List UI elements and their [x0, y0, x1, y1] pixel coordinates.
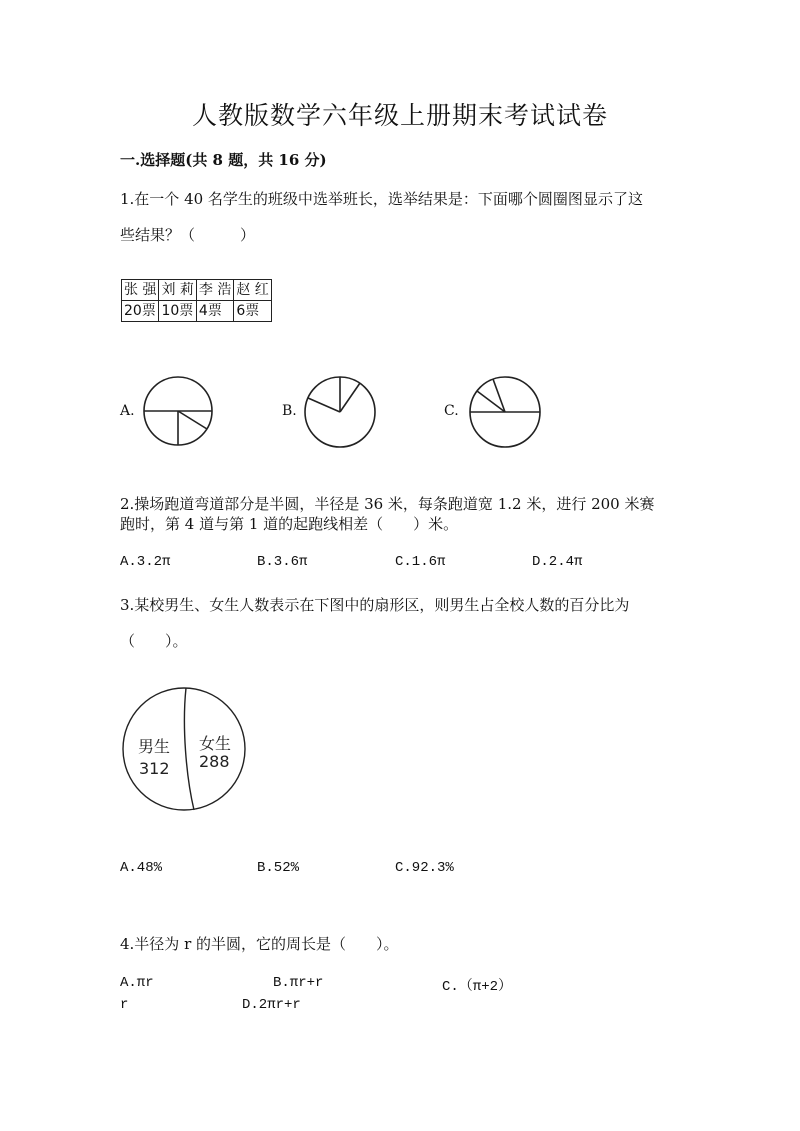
q4-option-b[interactable]: B.πr+r [273, 975, 324, 991]
q3-text-line1: 3.某校男生、女生人数表示在下图中的扇形区，则男生占全校人数的百分比为 [120, 596, 630, 614]
q1-option-c-pie[interactable] [467, 376, 543, 448]
vote-table-vote-cell: 4票 [196, 301, 233, 322]
q4-option-d[interactable]: D.2πr+r [242, 997, 301, 1013]
q2-option-b[interactable]: B.3.6π [257, 554, 308, 570]
q1-option-a-pie[interactable] [143, 376, 213, 446]
q1-option-b-pie[interactable] [304, 376, 376, 448]
q3-text-line2: （ ）。 [120, 632, 188, 650]
vote-table-header-row [122, 280, 272, 301]
q4-option-c[interactable]: C.（π+2） [442, 979, 513, 995]
q2-option-d[interactable]: D.2.4π [532, 554, 583, 570]
vote-table-name-cell: 李 浩 [196, 280, 233, 301]
q2-option-a[interactable]: A.3.2π [120, 554, 171, 570]
q4-text: 4.半径为 r 的半圆，它的周长是（ ）。 [120, 935, 399, 953]
vote-table-name-cell: 张 强 [122, 280, 159, 301]
q4-option-c-continued: r [120, 997, 129, 1013]
q3-option-a[interactable]: A.48% [120, 860, 163, 876]
vote-table-vote-cell: 10票 [159, 301, 196, 322]
section-heading: 一.选择题(共 8 题，共 16 分) [120, 151, 327, 169]
vote-table [121, 279, 272, 322]
boys-label: 男生 [138, 737, 171, 756]
vote-table-vote-cell: 20票 [122, 301, 159, 322]
vote-table-name-cell: 刘 莉 [159, 280, 196, 301]
q1-text-line2: 些结果？（ ） [120, 226, 256, 244]
q2-text-line1: 2.操场跑道弯道部分是半圆，半径是 36 米，每条跑道宽 1.2 米，进行 200 米赛 [120, 495, 655, 513]
q3-option-b[interactable]: B.52% [257, 860, 300, 876]
q3-option-c[interactable]: C.92.3% [395, 860, 454, 876]
q1-option-b-label[interactable]: B. [282, 403, 297, 419]
q2-text-line2: 跑时，第 4 道与第 1 道的起跑线相差（ ）米。 [120, 515, 459, 533]
girls-label: 女生 [199, 734, 232, 753]
boys-girls-pie-chart [120, 686, 250, 814]
boys-value: 312 [139, 759, 170, 778]
girls-value: 288 [199, 752, 230, 771]
q1-text-line1: 1.在一个 40 名学生的班级中选举班长，选举结果是：下面哪个圆圈图显示了这 [120, 190, 643, 208]
q1-option-a-label[interactable]: A. [120, 403, 135, 419]
page-title: 人教版数学六年级上册期末考试试卷 [191, 101, 608, 130]
q4-option-a[interactable]: A.πr [120, 975, 154, 991]
vote-table-votes-row [122, 301, 272, 322]
q2-option-c[interactable]: C.1.6π [395, 554, 446, 570]
q1-option-c-label[interactable]: C. [444, 403, 459, 419]
vote-table-name-cell: 赵 红 [234, 280, 271, 301]
vote-table-vote-cell: 6票 [234, 301, 271, 322]
